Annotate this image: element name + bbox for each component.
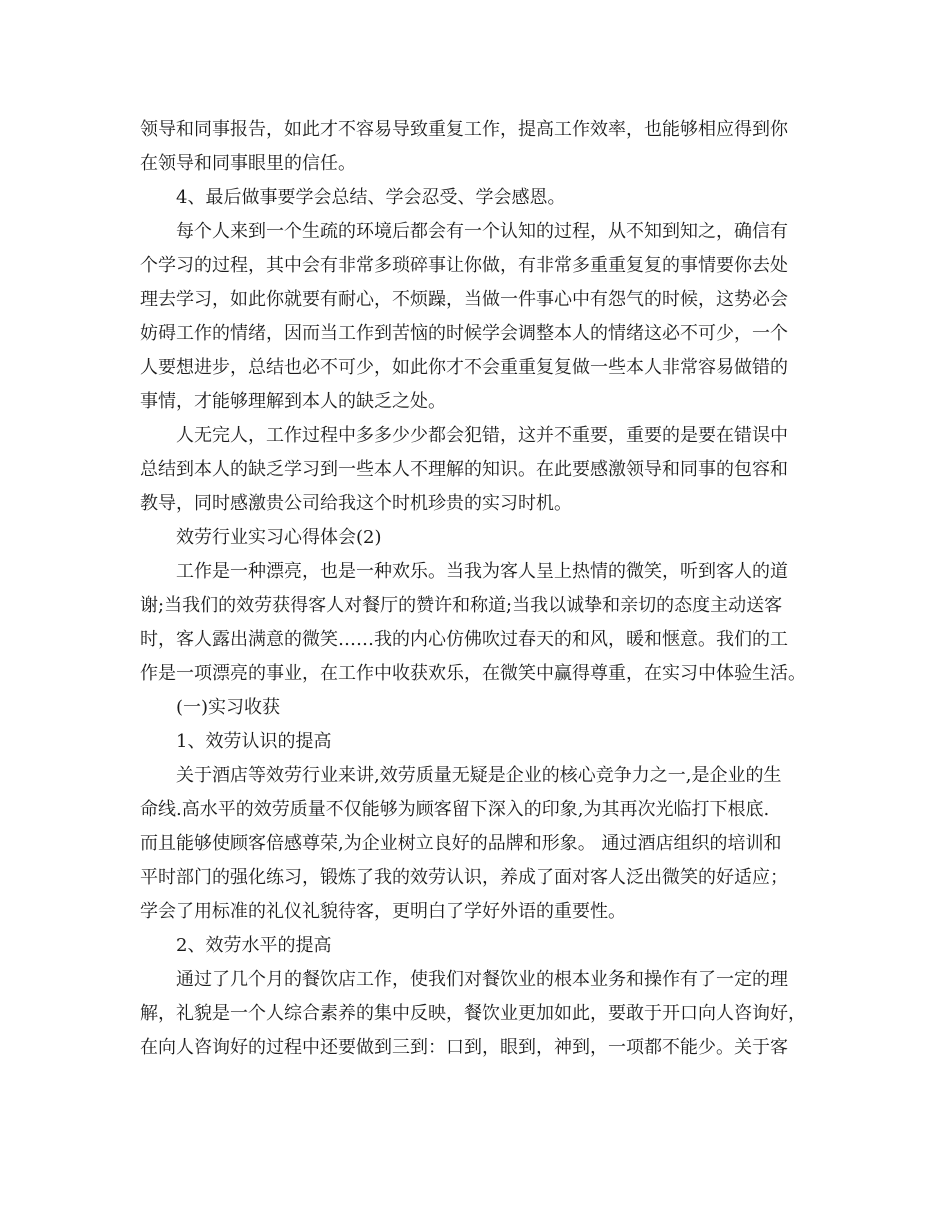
text-line: 事情，才能够理解到本人的缺乏之处。: [140, 391, 446, 412]
text-line: 效劳行业实习心得体会(2): [176, 527, 382, 548]
text-line: 教导，同时感激贵公司给我这个时机珍贵的实习时机。: [140, 493, 572, 514]
text-line: 平时部门的强化练习，锻炼了我的效劳认识，养成了面对客人泛出微笑的好适应；: [140, 867, 788, 888]
text-line: 关于酒店等效劳行业来讲,效劳质量无疑是企业的核心竞争力之一,是企业的生: [176, 765, 782, 786]
text-line: 人无完人，工作过程中多多少少都会犯错，这并不重要，重要的是要在错误中: [176, 425, 788, 446]
text-line: 总结到本人的缺乏学习到一些本人不理解的知识。在此要感激领导和同事的包容和: [140, 459, 788, 480]
text-line: 作是一项漂亮的事业，在工作中收获欢乐，在微笑中赢得尊重，在实习中体验生活。: [140, 663, 806, 684]
text-line: 工作是一种漂亮，也是一种欢乐。当我为客人呈上热情的微笑，听到客人的道: [176, 561, 788, 582]
text-line: 妨碍工作的情绪，因而当工作到苦恼的时候学会调整本人的情绪这必不可少，一个: [140, 323, 788, 344]
text-line: 学会了用标准的礼仪礼貌待客，更明白了学好外语的重要性。: [140, 901, 626, 922]
text-line: 通过了几个月的餐饮店工作，使我们对餐饮业的根本业务和操作有了一定的理: [176, 969, 788, 990]
document-page: [140, 113, 820, 1065]
text-line: 命线.高水平的效劳质量不仅能够为顾客留下深入的印象,为其再次光临打下根底.: [140, 799, 770, 820]
text-line: 领导和同事报告，如此才不容易导致重复工作，提高工作效率，也能够相应得到你: [140, 119, 788, 140]
text-line: 个学习的过程，其中会有非常多琐碎事让你做，有非常多重重复复的事情要你去处: [140, 255, 788, 276]
text-line: 2、效劳水平的提高: [176, 935, 332, 956]
text-line: 4、最后做事要学会总结、学会忍受、学会感恩。: [176, 187, 566, 208]
text-line: 在向人咨询好的过程中还要做到三到：口到，眼到，神到，一项都不能少。关于客: [140, 1037, 788, 1058]
text-line: 在领导和同事眼里的信任。: [140, 153, 356, 174]
text-line: 理去学习，如此你就要有耐心，不烦躁，当做一件事心中有怨气的时候，这势必会: [140, 289, 788, 310]
text-line: 谢;当我们的效劳获得客人对餐厅的赞许和称道;当我以诚挚和亲切的态度主动送客: [140, 595, 783, 616]
text-line: 时，客人露出满意的微笑……我的内心仿佛吹过春天的和风，暖和惬意。我们的工: [140, 629, 788, 650]
text-line: 解，礼貌是一个人综合素养的集中反映，餐饮业更加如此，要敢于开口向人咨询好，: [140, 1003, 806, 1024]
text-line: 而且能够使顾客倍感尊荣,为企业树立良好的品牌和形象。 通过酒店组织的培训和: [140, 833, 782, 854]
text-line: (一)实习收获: [176, 697, 281, 718]
text-line: 每个人来到一个生疏的环境后都会有一个认知的过程，从不知到知之，确信有: [176, 221, 788, 242]
text-line: 人要想进步，总结也必不可少，如此你才不会重重复复做一些本人非常容易做错的: [140, 357, 788, 378]
text-line: 1、效劳认识的提高: [176, 731, 332, 752]
